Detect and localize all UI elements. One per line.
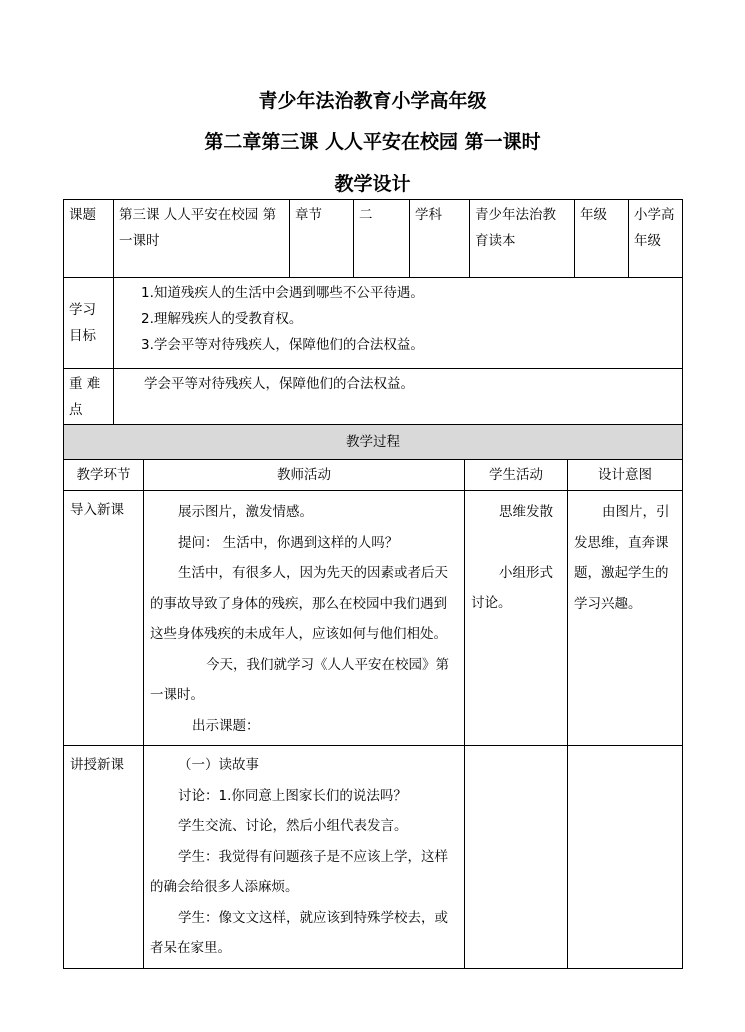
teacher-text: 生活中，有很多人，因为先天的因素或者后天的事故导致了身体的残疾，那么在校园中我们遇到这些身体残疾的未成年人，应该如何与他们相处。 — [150, 565, 448, 642]
lesson-value: 第三课 人人平安在校园 第一课时 — [114, 200, 290, 278]
stage-cell: 讲授新课 — [64, 746, 144, 969]
teacher-cell — [144, 746, 465, 969]
chapter-label: 章节 — [290, 200, 354, 278]
table-row — [64, 491, 683, 746]
info-row — [64, 200, 683, 278]
subject-value: 青少年法治教育读本 — [470, 200, 575, 278]
intent-cell — [568, 746, 683, 969]
teacher-text: 学生：我觉得有问题孩子是不应该上学，这样的确会给很多人添麻烦。 — [150, 848, 448, 895]
goal-item: 3.学会平等对待残疾人，保障他们的合法权益。 — [141, 337, 424, 353]
grade-label: 年级 — [575, 200, 629, 278]
keypoints-row — [64, 369, 683, 426]
teacher-text: 讨论：1.你同意上图家长们的说法吗？ — [178, 787, 407, 804]
teacher-text: 出示课题： — [192, 717, 260, 734]
teacher-text: 学生交流、讨论，然后小组代表发言。 — [178, 818, 408, 834]
goals-label: 学习目标 — [64, 278, 114, 369]
process-title-row — [64, 425, 683, 460]
keypoints-text: 学会平等对待残疾人，保障他们的合法权益。 — [114, 369, 683, 426]
info-table — [63, 199, 682, 426]
subject-label: 学科 — [410, 200, 470, 278]
intent-text: 由图片，引发思维，直奔课题，激起学生的学习兴趣。 — [574, 504, 670, 612]
goal-item: 1.知道残疾人的生活中会遇到哪些不公平待遇。 — [141, 285, 424, 301]
col-header-stage: 教学环节 — [64, 460, 144, 491]
teacher-text: 提问： 生活中，你遇到这样的人吗？ — [178, 534, 399, 551]
student-cell — [465, 491, 568, 746]
stage-cell: 导入新课 — [64, 491, 144, 746]
col-header-teacher: 教师活动 — [144, 460, 465, 491]
doc-heading: 教学设计 — [334, 173, 411, 195]
student-cell — [465, 746, 568, 969]
process-title: 教学过程 — [64, 425, 683, 460]
teacher-text: 今天，我们就学习《人人平安在校园》第一课时。 — [150, 656, 449, 703]
teacher-text: 学生：像文文这样，就应该到特殊学校去，或者呆在家里。 — [150, 909, 448, 956]
student-text: 小组形式讨论。 — [471, 564, 553, 611]
doc-title: 青少年法治教育小学高年级 — [258, 90, 487, 112]
student-text: 思维发散 — [499, 504, 553, 520]
goal-item: 2.理解残疾人的受教育权。 — [141, 311, 303, 327]
table-row — [64, 746, 683, 969]
lesson-label: 课题 — [64, 200, 114, 278]
grade-value: 小学高年级 — [629, 200, 683, 278]
chapter-value: 二 — [354, 200, 410, 278]
teacher-text: 展示图片，激发情感。 — [178, 504, 313, 520]
intent-cell — [568, 491, 683, 746]
teacher-cell — [144, 491, 465, 746]
doc-subtitle: 第二章第三课 人人平安在校园 第一课时 — [204, 131, 541, 153]
keypoints-label: 重 难 点 — [64, 369, 114, 426]
teacher-text: （一）读故事 — [178, 757, 259, 773]
goals-list — [114, 278, 683, 369]
col-header-intent: 设计意图 — [568, 460, 683, 491]
col-header-student: 学生活动 — [465, 460, 568, 491]
process-table — [63, 424, 682, 969]
process-header-row — [64, 460, 683, 491]
goals-row — [64, 278, 683, 369]
